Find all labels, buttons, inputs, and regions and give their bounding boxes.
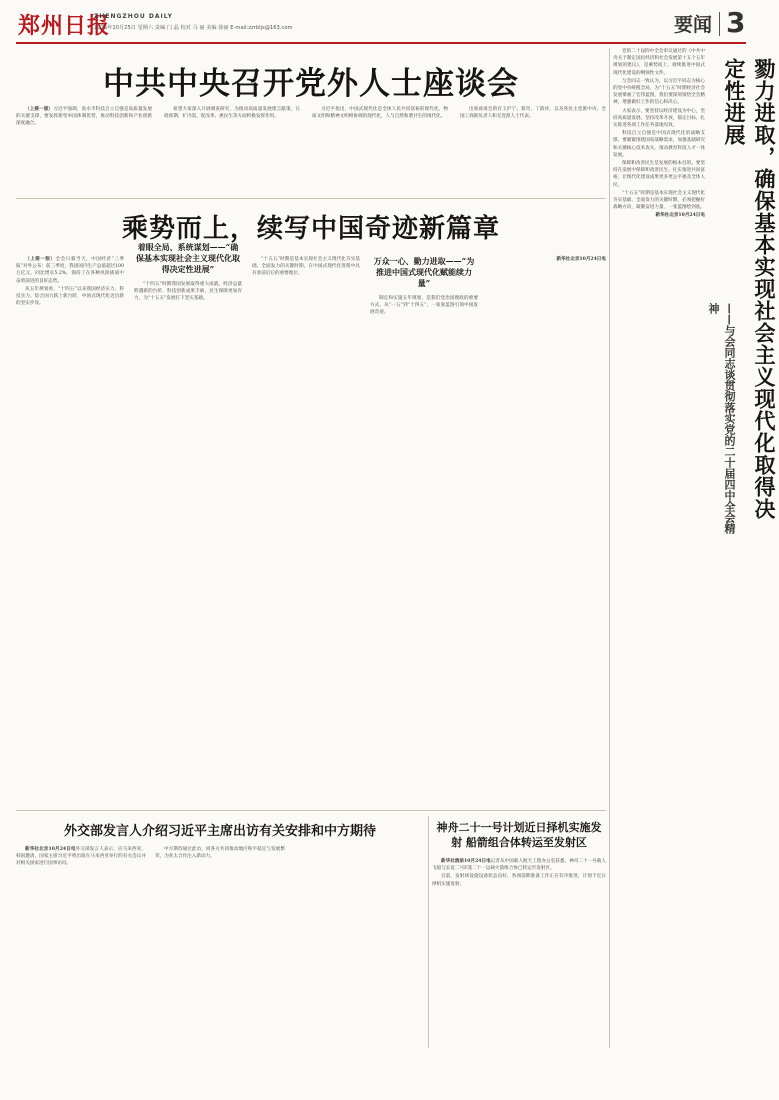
side-col	[613, 48, 705, 1048]
lead-bottom-rule	[16, 198, 606, 199]
bottom-right-credit: 新华社酒泉10月24日电	[441, 859, 491, 864]
lead-paragraph-1: 习近平强调，高水平科技自立自强是高质量发展的关键支撑，要发挥新型举国体制优势，推动科技创新和产业创新深度融合。	[16, 107, 152, 127]
bottom-right-paragraph-2: 目前，发射场设施设备状态良好，各项前期准备工作正在有序推进，计划于近日择机实施发射。	[432, 874, 606, 887]
side-paragraph-6: “十五五”时期是基本实现社会主义现代化夯实基础、全面发力的关键时期，必须把握好战略方向，凝聚奋进力量，一张蓝图绘到底。	[613, 190, 705, 211]
lead-paragraph-4: 出席座谈会的有王沪宁、蔡奇、丁薛祥，以及各民主党派中央、全国工商联负责人和无党派人士代表。	[460, 107, 606, 120]
feature-credit: 新华社北京10月24日电	[556, 257, 606, 262]
side-title: 勠力进取，确保基本实现社会主义现代化取得决定性进展	[722, 58, 776, 520]
feature-subhead-2: 万众一心、勤力进取——“为推进中国式现代化赋能续力量”	[373, 256, 475, 288]
lead-paragraph-2: 希望大家深入开展调查研究，为推动高质量发展建言献策，在稳预期、扩内需、促改革、惠民生等方面积极发挥作用。	[164, 107, 300, 120]
section-label: 要闻	[674, 14, 713, 36]
bottom-right-paragraph-1: 记者从中国载人航天工程办公室获悉，神舟二十一号载人飞船与长征二号F遥二十一运载火箭组合体已转运至发射区。	[432, 859, 606, 872]
side-credit: 新华社北京10月24日电	[655, 213, 705, 219]
bottom-left-col-1	[16, 846, 146, 1046]
masthead-logo: 郑州日报	[18, 14, 111, 39]
feature-col-5	[488, 256, 606, 802]
feature-bottom-rule	[16, 810, 606, 811]
bottom-right-headline: 神舟二十一号计划近日择机实施发射 船箭组合体转运至发射区	[436, 821, 602, 849]
lead-col-4	[460, 106, 606, 196]
feature-dateline: （上接一版）	[25, 257, 56, 262]
side-article	[613, 48, 776, 1050]
feature-paragraph-5: 制定和实施五年规划，是我们党治国理政的重要方式。从“一五”到“十四五”，一张张蓝图引领中国发展奇迹。	[370, 296, 478, 316]
side-paragraph-5: 保障和改善民生是发展的根本目的。要坚持在发展中保障和改善民生，扎实推进共同富裕，让现代化建设成果更多更公平惠及全体人民。	[613, 161, 705, 188]
masthead	[16, 6, 746, 46]
bottom-left-article	[16, 816, 424, 1048]
lead-col-1	[16, 106, 152, 196]
masthead-pinyin: ZHENGZHOU DAILY	[94, 13, 173, 20]
bottom-left-headline: 外交部发言人介绍习近平主席出访有关安排和中方期待	[63, 824, 376, 839]
feature-article	[16, 202, 606, 806]
bottom-left-credit: 新华社北京10月24日电	[25, 847, 76, 852]
lead-headline: 中共中央召开党外人士座谈会	[103, 66, 519, 102]
feature-paragraph-2: 从五年规划看，“十四五”以来我国经济实力、科技实力、综合国力跃上新台阶，中国式现代化迈出新的坚实步伐。	[16, 286, 124, 307]
section-divider	[719, 12, 720, 36]
feature-col-1	[16, 256, 124, 802]
feature-paragraph-4: “十五五”时期是基本实现社会主义现代化夯实基础、全面发力的关键时期，在中国式现代化进程中具有承前启后的重要地位。	[252, 257, 360, 277]
lead-col-3	[312, 106, 448, 196]
feature-headline: 乘势而上，续写中国奇迹新篇章	[121, 214, 500, 244]
lead-dateline: （上接一版）	[25, 107, 54, 112]
feature-paragraph-1: 全会日暮当天，中国经济“三季报”对外公布：前三季度，我国国内生产总值超过100万亿元，同比增长5.2%，保持了在各种风险挑战中奋勇前进的良好态势。	[16, 257, 124, 284]
feature-subhead-1: 着眼全局、系统谋划——“确保基本实现社会主义现代化取得决定性进展”	[136, 242, 240, 274]
lead-article	[16, 48, 606, 198]
bottom-left-col-3	[294, 846, 424, 1046]
bottom-right-article	[432, 816, 606, 1048]
side-paragraph-1: 党的二十届四中全会审议通过的《中共中央关于制定国民经济和社会发展第十五个五年规划的建议》，是乘势而上、接续推进中国式现代化建设的纲领性文件。	[613, 49, 705, 76]
lead-col-2	[164, 106, 300, 196]
side-paragraph-3: 大家表示，要坚持以经济建设为中心，坚持高质量发展，坚持改革开放，锚定目标，扎实推进各项工作任务落地见效。	[613, 108, 705, 129]
masthead-info: 2025年10月25日 星期六 责编 门 晶 校对 马 丽 美编 徐丽 E-mail:zzrbljs@163.com	[94, 25, 293, 31]
feature-paragraph-3: “十四五”时期我国发展取得重大成就，经济总量跨越新的台阶，科技创新成果丰硕，民生保障更加有力，为“十五五”发展打下坚实基础。	[134, 282, 242, 302]
feature-col-3	[252, 256, 360, 802]
feature-col-2	[134, 242, 242, 802]
feature-col-4	[370, 256, 478, 802]
bottom-left-paragraph-2: 中方期待通过此访，同各方共同推动地区和平稳定与发展繁荣，为亚太合作注入新动力。	[155, 847, 285, 860]
side-divider	[609, 48, 610, 1048]
page-number: 3	[726, 6, 746, 39]
side-paragraph-4: 科技自立自强是中国式现代化的战略支撑。要紧紧围绕国家战略需求，加强基础研究和关键核心技术攻关，推动教育科技人才一体发展。	[613, 131, 705, 158]
masthead-rule	[16, 42, 746, 44]
bottom-divider	[428, 816, 429, 1048]
bottom-right-col	[432, 858, 606, 1046]
bottom-left-col-2	[155, 846, 285, 1046]
side-subtitle: ——与会同志谈贯彻落实党的二十届四中全会精神	[707, 303, 736, 534]
side-paragraph-2: 与会同志一致认为，以习近平同志为核心的党中央统揽全局，为“十五五”时期经济社会发展擘画了宏伟蓝图，我们要深刻领悟全会精神，增强做好工作的信心和决心。	[613, 78, 705, 106]
lead-paragraph-3: 习近平指出，中国式现代化是全体人民共同富裕的现代化，物质文明和精神文明相协调的现代化，人与自然和谐共生的现代化。	[312, 107, 448, 120]
bottom-left-paragraph-1: 外交部发言人表示，应马来西亚、韩国邀请，国家主席习近平将出席在马来西亚举行的有关会议并对相关国家进行国事访问。	[16, 847, 146, 867]
